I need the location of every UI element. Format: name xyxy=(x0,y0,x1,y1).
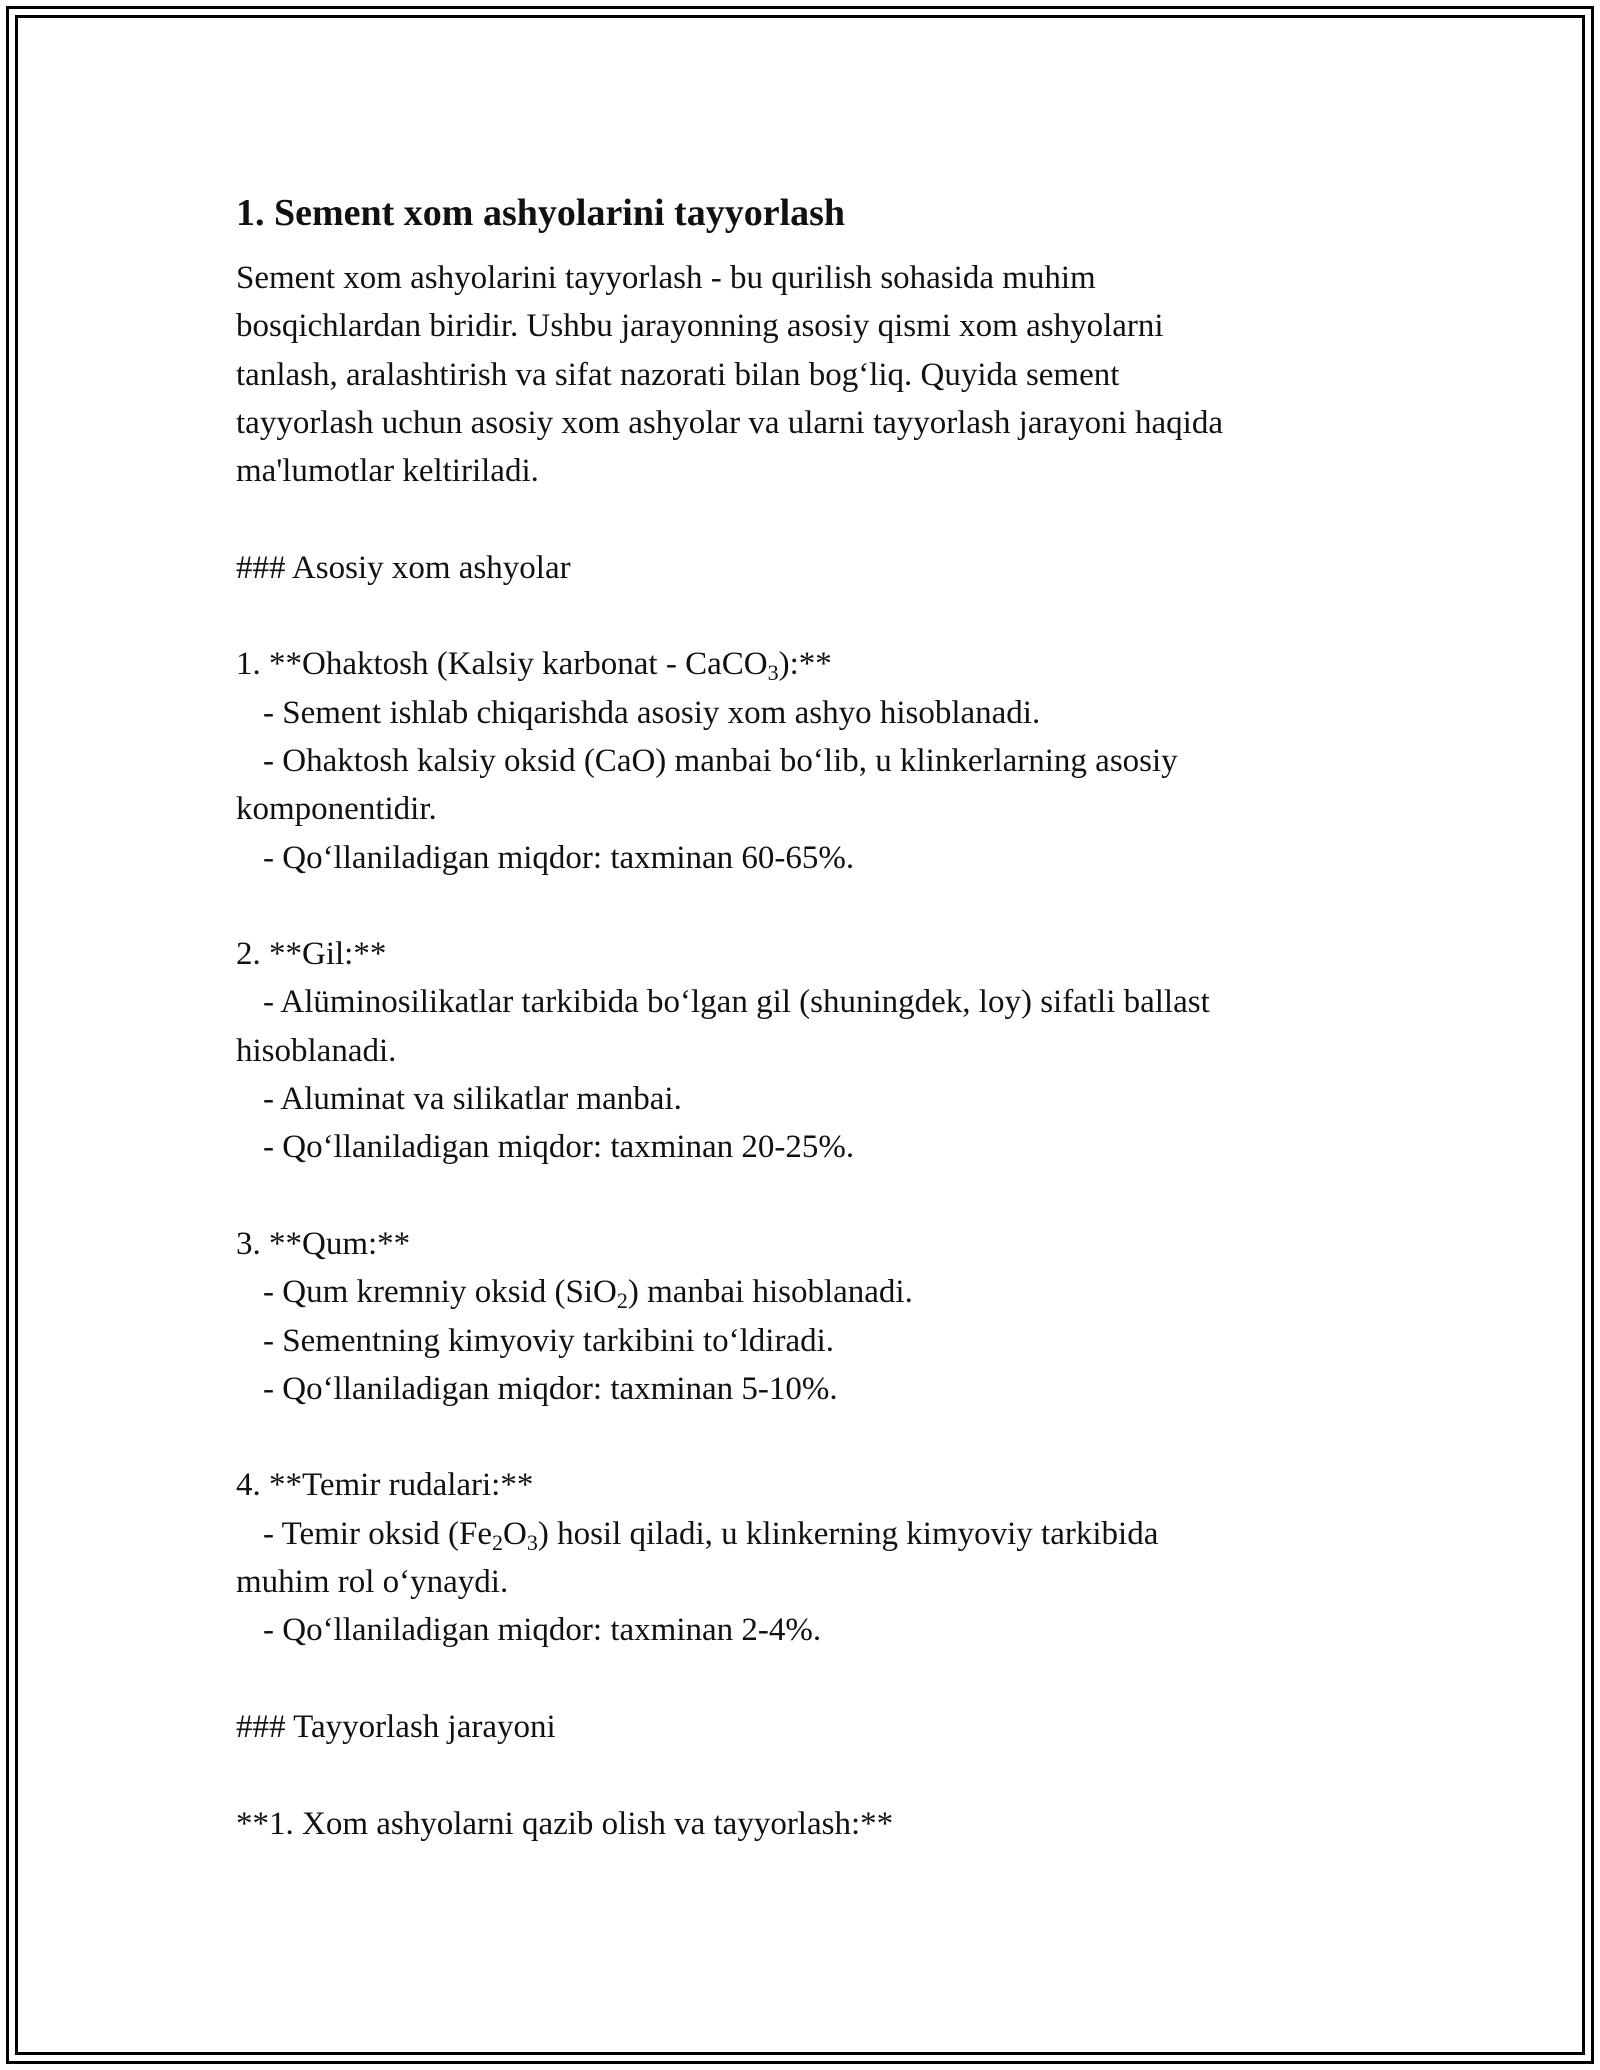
list-item-limestone xyxy=(236,640,1366,881)
blank-line xyxy=(236,592,1366,640)
item-heading: 3. **Qum:** xyxy=(236,1225,411,1262)
list-item-sand xyxy=(236,1220,1366,1413)
blank-line xyxy=(236,882,1366,930)
item-bullet: - Aluminat va silikatlar manbai. xyxy=(263,1081,682,1118)
item-heading: 1. **Ohaktosh (Kalsiy karbonat - CaCO$_3$):** xyxy=(236,646,832,686)
section-heading-process: ### Tayyorlash jarayoni xyxy=(236,1708,556,1745)
blank-line xyxy=(236,1172,1366,1220)
item-bullet: - Sementning kimyoviy tarkibini to‘ldiradi. xyxy=(263,1322,835,1359)
item-bullet: - Qo‘llaniladigan miqdor: taxminan 60-65%. xyxy=(263,839,855,876)
list-item-iron-ore xyxy=(236,1461,1366,1654)
item-bullet-continued: hisoblanadi. xyxy=(236,1032,397,1069)
item-heading: 4. **Temir rudalari:** xyxy=(236,1467,534,1504)
item-bullet: - Temir oksid $(Fe_2O_3)$ hosil qiladi, u klinkerning kimyoviy tarkibida xyxy=(263,1515,1159,1555)
item-bullet-continued: komponentidir. xyxy=(236,791,437,828)
blank-line xyxy=(236,495,1366,543)
intro-line: bosqichlardan biridir. Ushbu jarayonning asosiy qismi xom ashyolarni xyxy=(236,308,1164,345)
item-bullet: - Qo‘llaniladigan miqdor: taxminan 2-4%. xyxy=(263,1612,822,1649)
item-bullet: - Ohaktosh kalsiy oksid (CaO) manbai bo‘lib, u klinkerlarning asosiy xyxy=(263,742,1178,779)
blank-line xyxy=(236,1413,1366,1461)
intro-line: tayyorlash uchun asosiy xom ashyolar va ularni tayyorlash jarayoni haqida xyxy=(236,404,1223,441)
intro-line: tanlash, aralashtirish va sifat nazorati bilan bog‘liq. Quyida sement xyxy=(236,356,1120,393)
item-bullet: - Qo‘llaniladigan miqdor: taxminan 5-10%. xyxy=(263,1370,838,1407)
document-title: 1. Sement xom ashyolarini tayyorlash xyxy=(236,192,846,234)
item-bullet: - Alüminosilikatlar tarkibida bo‘lgan gil (shuningdek, loy) sifatli ballast xyxy=(263,984,1210,1021)
section-heading-raw-materials: ### Asosiy xom ashyolar xyxy=(236,549,571,586)
process-step-heading: **1. Xom ashyolarni qazib olish va tayyorlash:** xyxy=(236,1805,894,1842)
item-bullet: - Qum kremniy oksid (SiO$_2$) manbai hisoblanadi. xyxy=(263,1274,913,1314)
list-item-clay xyxy=(236,930,1366,1171)
intro-line: ma'lumotlar keltiriladi. xyxy=(236,453,539,490)
intro-line: Sement xom ashyolarini tayyorlash - bu qurilish sohasida muhim xyxy=(236,260,1096,296)
blank-line xyxy=(236,1751,1366,1799)
item-bullet: - Sement ishlab chiqarishda asosiy xom ashyo hisoblanadi. xyxy=(263,694,1041,731)
item-bullet-continued: muhim rol o‘ynaydi. xyxy=(236,1564,509,1601)
item-bullet: - Qo‘llaniladigan miqdor: taxminan 20-25%. xyxy=(263,1129,855,1166)
intro-paragraph xyxy=(236,254,1366,495)
document-body xyxy=(236,186,1366,1848)
item-heading: 2. **Gil:** xyxy=(236,936,387,973)
blank-line xyxy=(236,1655,1366,1703)
